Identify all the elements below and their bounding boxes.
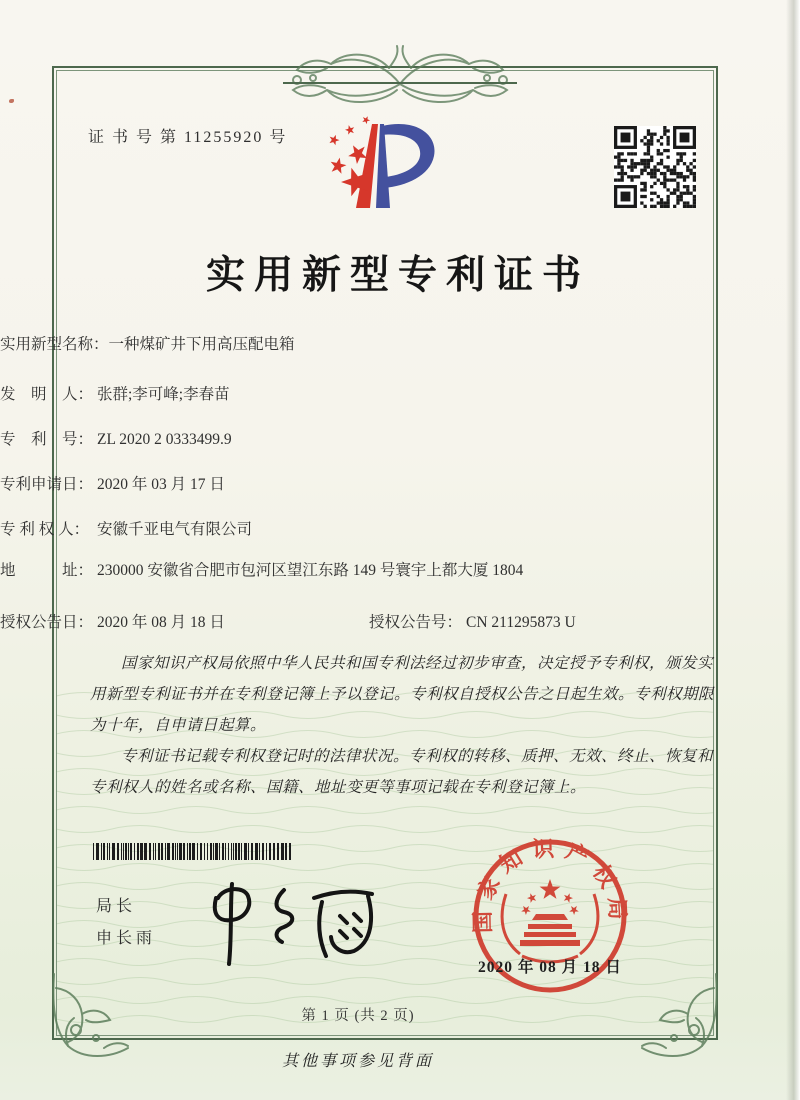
field-filing-date [0,474,628,496]
field-value: 2020 年 03 月 17 日 [97,476,225,493]
corner-flourish-right-icon [638,968,726,1062]
commissioner-name: 申长雨 [96,930,157,947]
barcode [93,843,295,860]
field-label: 实用新型名称： [0,336,109,353]
field-value: 一种煤矿井下用高压配电箱 [108,336,295,353]
cnipa-logo-icon [326,114,450,218]
legal-statement [90,648,718,803]
official-seal [462,828,638,1004]
legal-paragraph-1: 国家知识产权局依照中华人民共和国专利法经过初步审查，决定授予专利权，颁发实用新型专利证书并在专利登记簿上予以登记。专利权自授权公告之日起生效。专利权期限为十年，自申请日起算。 [90,655,715,734]
back-side-note: 其他事项参见背面 [281,1053,434,1070]
grant-number-label: 授权公告号： [369,614,463,631]
field-label: 专 利 权 人： [0,521,90,538]
field-label: 专利申请日： [0,476,94,493]
field-label: 发 明 人： [0,386,94,403]
commissioner-signature [202,874,397,972]
field-utility-model-name [0,334,628,356]
certificate-title: 实用新型专利证书 [205,254,590,297]
corner-flourish-left-icon [44,968,132,1062]
seal-date: 2020 年 08 月 18 日 [478,959,622,976]
scan-page-edge [786,0,800,1100]
qr-code [614,126,696,208]
field-patent-number [0,429,628,451]
certificate-number: 证 书 号 第 11255920 号 [88,129,288,146]
field-patentee [0,519,628,541]
page-indicator: 第 1 页 (共 2 页) [301,1008,415,1024]
seal-ring-text: 国家知识产权局 [469,835,631,934]
field-address [0,560,628,582]
top-flourish-ornament-icon [283,44,517,120]
field-value: 230000 安徽省合肥市包河区望江东路 149 号寰宇上都大厦 1804 [97,562,524,579]
field-value: 张群;李可峰;李春苗 [97,386,230,403]
field-inventors [0,384,628,406]
grant-date-label: 授权公告日： [0,614,94,631]
grant-date-value: 2020 年 08 月 18 日 [97,614,225,631]
field-label: 地 址： [0,562,94,579]
scan-speck [9,99,14,103]
field-label: 专 利 号： [0,431,94,448]
field-value: 安徽千亚电气有限公司 [97,521,253,538]
field-value: ZL 2020 2 0333499.9 [97,431,232,448]
field-grant-announcement [0,612,628,634]
legal-paragraph-2: 专利证书记载专利权登记时的法律状况。专利权的转移、质押、无效、终止、恢复和专利权人的姓名或名称、国籍、地址变更等事项记载在专利登记簿上。 [90,748,714,796]
grant-number-value: CN 211295873 U [466,614,576,631]
national-emblem-icon [502,879,598,962]
commissioner-title: 局长 [96,898,137,915]
